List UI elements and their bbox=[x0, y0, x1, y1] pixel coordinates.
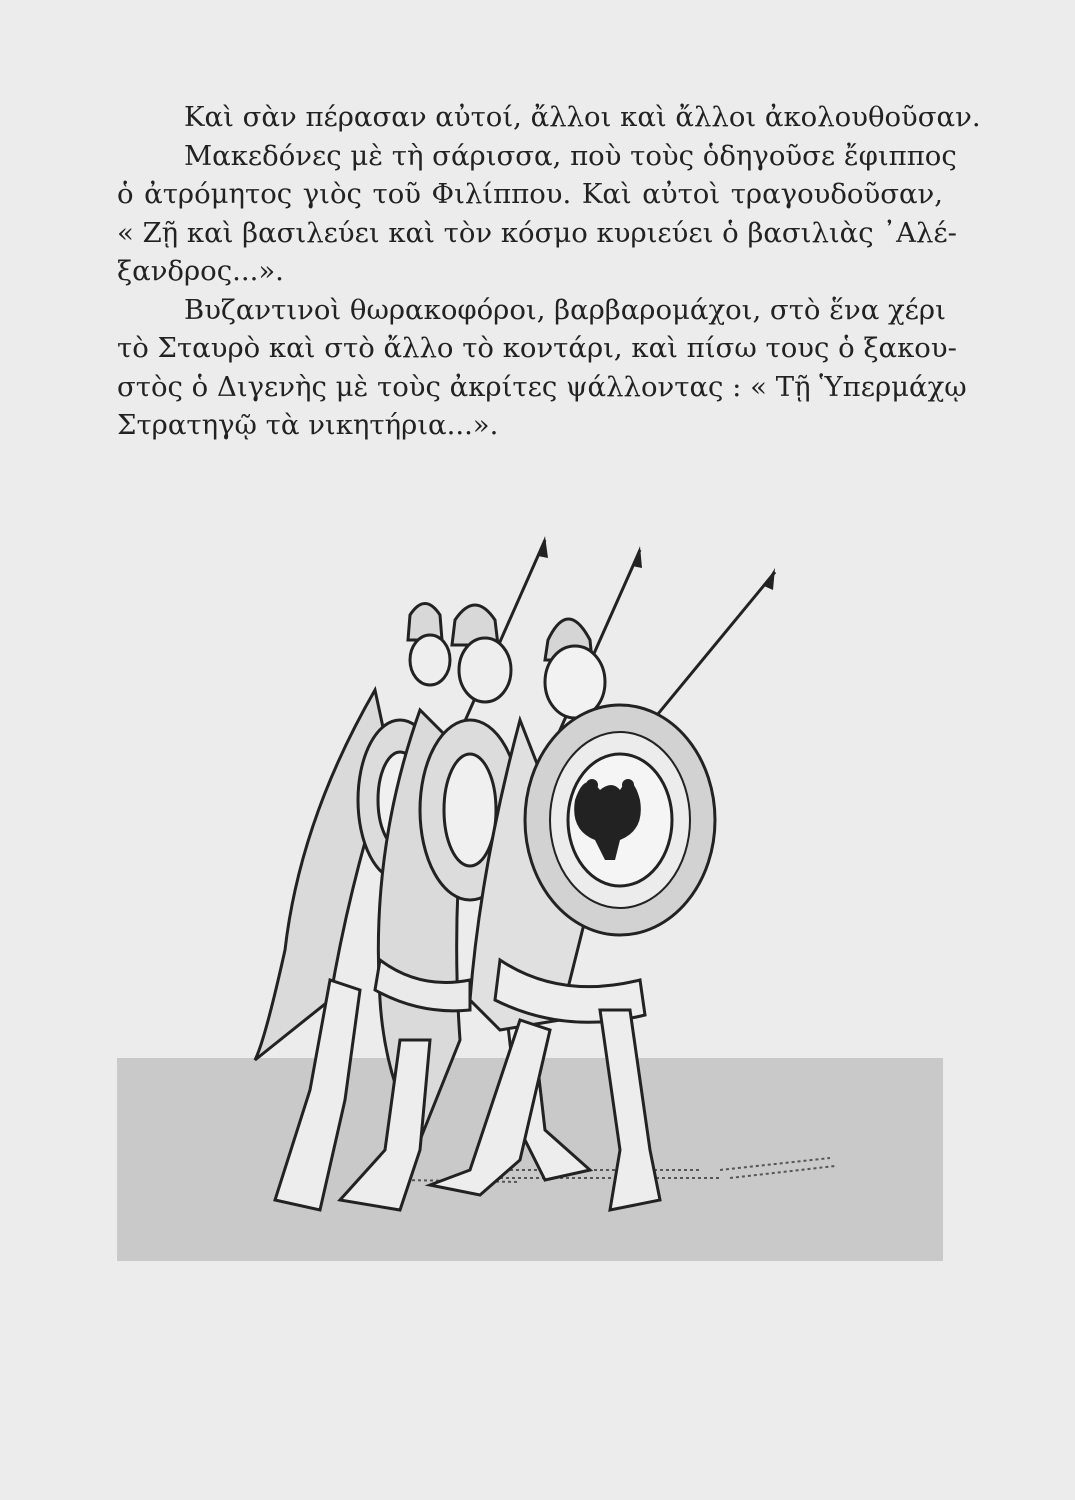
spear-tips bbox=[538, 536, 775, 590]
text-line: ξανδρος...». bbox=[117, 255, 284, 287]
front-shield bbox=[525, 705, 715, 935]
text-line: Καὶ σὰν πέρασαν αὐτοί, ἄλλοι καὶ ἄλλοι ἀκολουθοῦσαν. bbox=[184, 101, 981, 133]
text-line: ὁ ἀτρόμητος γιὸς τοῦ Φιλίππου. Καὶ αὐτοὶ τραγουδοῦσαν, bbox=[117, 178, 943, 210]
text-line: Στρατηγῷ τὰ νικητήρια...». bbox=[117, 409, 499, 441]
text-line: Μακεδόνες μὲ τὴ σάρισσα, ποὺ τοὺς ὁδηγοῦσε ἔφιππος bbox=[184, 139, 957, 172]
text-line: « Ζῇ καὶ βασιλεύει καὶ τὸν κόσμο κυριεύει ὁ βασιλιὰς ᾿Αλέ- bbox=[117, 216, 957, 249]
text-line: στὸς ὁ Διγενὴς μὲ τοὺς ἀκρίτες ψάλλοντας : « Τῇ Ὑπερμάχῳ bbox=[117, 370, 967, 403]
text-line: Βυζαντινοὶ θωρακοφόροι, βαρβαρομάχοι, στὸ ἕνα χέρι bbox=[184, 293, 946, 326]
text-line: τὸ Σταυρὸ καὶ στὸ ἄλλο τὸ κοντάρι, καὶ πίσω τους ὁ ξακου- bbox=[117, 332, 957, 364]
